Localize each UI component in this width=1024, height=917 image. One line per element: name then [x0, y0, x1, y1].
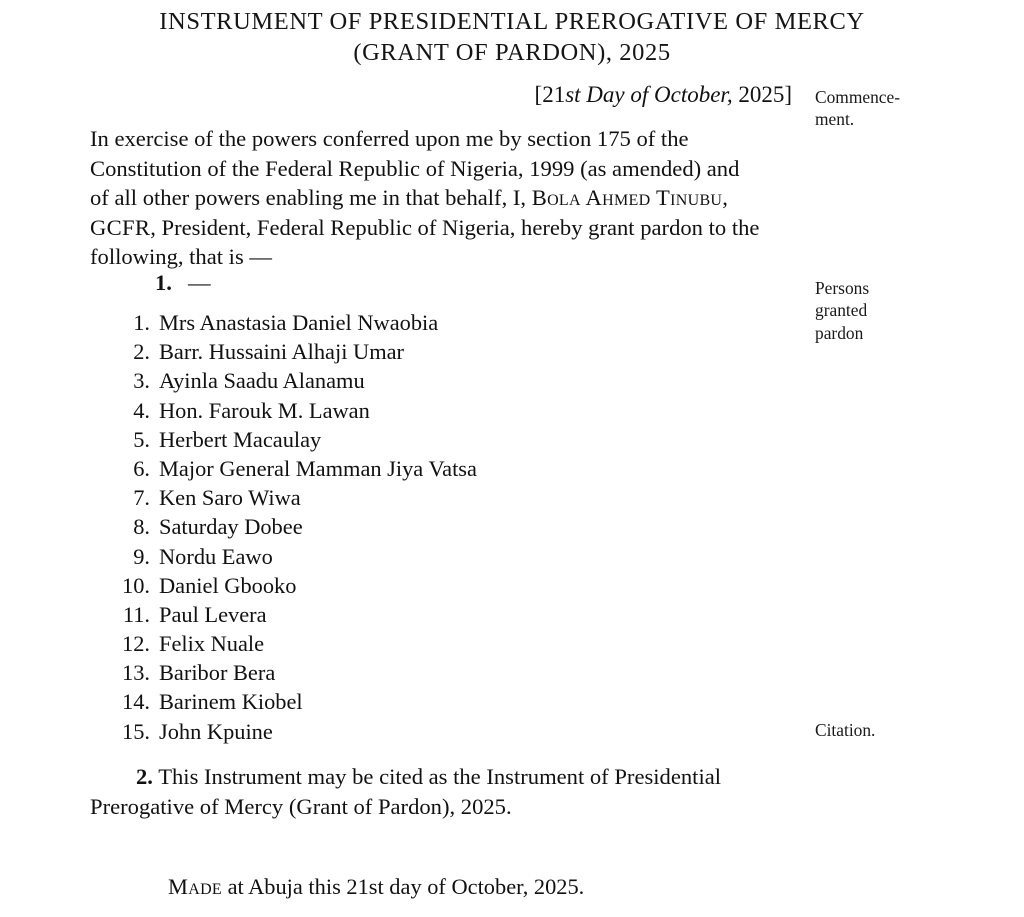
section-two-number: 2. — [136, 764, 153, 789]
margin-note-commencement-line-2: ment. — [815, 109, 855, 130]
list-item-name: John Kpuine — [159, 718, 273, 744]
list-item-name: Major General Mamman Jiya Vatsa — [159, 455, 477, 481]
commencement-date — [90, 80, 792, 110]
list-item-index: 4. — [133, 397, 150, 423]
list-item-index: 10. — [122, 572, 150, 598]
recital-line-1: In exercise of the powers conferred upon me by section 175 of the — [90, 126, 689, 151]
list-item-index: 15. — [122, 718, 150, 744]
list-item-name: Baribor Bera — [159, 660, 276, 686]
list-item — [104, 366, 664, 395]
list-item — [104, 308, 664, 337]
date-italic-part: st Day of October, — [565, 82, 733, 107]
president-honorific: GCFR — [90, 214, 151, 240]
list-item-name: Herbert Macaulay — [159, 426, 322, 452]
list-item-index: 11. — [122, 601, 150, 627]
recital-line-3 — [90, 183, 793, 213]
list-item-index: 13. — [122, 660, 150, 686]
list-item-name: Saturday Dobee — [159, 514, 303, 540]
list-item — [104, 512, 664, 541]
list-item-index: 9. — [133, 543, 150, 569]
list-item-name: Felix Nuale — [159, 631, 265, 657]
margin-note-citation-text: Citation. — [815, 720, 876, 740]
margin-note-citation — [815, 719, 1005, 741]
margin-note-commencement — [815, 86, 1005, 131]
list-item-index: 2. — [133, 339, 150, 365]
recital-line-3-post: , — [722, 185, 728, 210]
section-one-number: 1. — [155, 270, 172, 295]
list-item-name: Barr. Hussaini Alhaji Umar — [159, 339, 405, 365]
list-item — [104, 454, 664, 483]
recital-line-4-post: , President, Federal Republic of Nigeria, hereby grant pardon to the — [150, 214, 760, 240]
list-item-index: 6. — [133, 455, 150, 481]
date-close-bracket: ] — [784, 82, 792, 107]
president-name: Bola Ahmed Tinubu — [531, 185, 723, 210]
recital-line-2: Constitution of the Federal Republic of Nigeria, 1999 (as amended) and — [90, 155, 740, 181]
list-item — [104, 483, 664, 512]
recital-line-3-pre: of all other powers enabling me in that behalf, I, — [90, 185, 532, 210]
list-item-index: 7. — [133, 485, 150, 511]
section-two-line-2: Prerogative of Mercy (Grant of Pardon), 2025. — [90, 794, 512, 819]
title-line-2: (GRANT OF PARDON), 2025 — [353, 39, 671, 66]
recital-paragraph — [90, 124, 793, 272]
made-at-line — [168, 872, 584, 901]
persons-granted-pardon-list — [104, 308, 664, 746]
section-two-text-1: This Instrument may be cited as the Instrument of Presidential — [158, 764, 722, 789]
list-item-name: Mrs Anastasia Daniel Nwaobia — [159, 310, 439, 335]
date-open-bracket: [ — [534, 82, 543, 107]
date-year: 2025 — [732, 82, 785, 107]
title-line-1: INSTRUMENT OF PRESIDENTIAL PREROGATIVE OF MERCY — [159, 8, 865, 35]
list-item-name: Barinem Kiobel — [159, 689, 303, 715]
margin-note-persons-granted-pardon — [815, 277, 1005, 344]
section-one-dash: — — [187, 270, 211, 295]
list-item — [104, 396, 664, 425]
list-item-name: Ayinla Saadu Alanamu — [159, 368, 365, 394]
list-item-name: Ken Saro Wiwa — [159, 485, 301, 511]
margin-note-commencement-line-1: Commence- — [815, 87, 900, 107]
list-item-index: 5. — [133, 426, 150, 452]
list-item-name: Nordu Eawo — [159, 543, 273, 569]
margin-note-persons-line-1: Persons — [815, 278, 870, 298]
list-item-name: Daniel Gbooko — [159, 572, 297, 598]
list-item-index: 14. — [122, 689, 150, 715]
list-item-index: 3. — [133, 368, 150, 394]
list-item — [104, 600, 664, 629]
list-item — [104, 629, 664, 658]
made-rest: at Abuja this 21st day of October, 2025. — [222, 874, 585, 899]
page-title — [0, 6, 1024, 68]
list-item — [104, 425, 664, 454]
list-item-index: 8. — [133, 514, 150, 540]
list-item — [104, 717, 664, 746]
recital-line-5: following, that is — — [90, 244, 272, 269]
list-item — [104, 687, 664, 716]
list-item-name: Paul Levera — [159, 601, 267, 627]
list-item — [104, 337, 664, 366]
list-item — [104, 542, 664, 571]
recital-line-4 — [90, 213, 793, 243]
date-day-number: 21 — [542, 82, 566, 107]
list-item-index: 12. — [122, 631, 150, 657]
margin-note-persons-line-2: granted — [815, 300, 868, 321]
margin-note-persons-line-3: pardon — [815, 322, 864, 343]
list-item-name: Hon. Farouk M. Lawan — [159, 397, 370, 423]
list-item — [104, 658, 664, 687]
section-one-marker — [155, 268, 211, 297]
list-item-index: 1. — [133, 310, 150, 335]
made-keyword: Made — [168, 874, 222, 899]
section-two-line-1 — [90, 762, 793, 792]
list-item — [104, 571, 664, 600]
section-two-paragraph — [90, 762, 793, 822]
